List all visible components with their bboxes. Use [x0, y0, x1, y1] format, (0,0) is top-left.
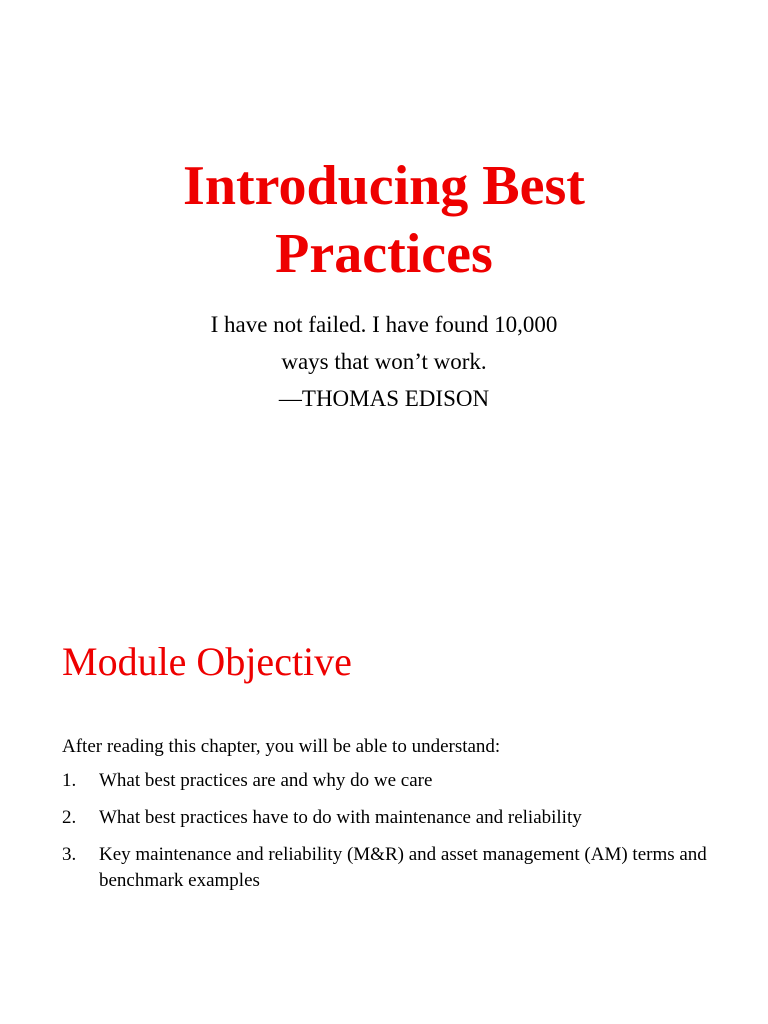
objectives-list [62, 768, 712, 905]
list-item-number: 3. [62, 844, 77, 865]
list-item-text: Key maintenance and reliability (M&R) and asset management (AM) terms and benchmark examples [99, 844, 707, 891]
section-heading: Module Objective [62, 639, 352, 684]
list-item-text: What best practices have to do with maintenance and reliability [99, 807, 582, 828]
chapter-title-line-1: Introducing Best [183, 155, 585, 217]
list-item [62, 842, 712, 894]
list-item-number: 2. [62, 807, 77, 828]
objectives-intro: After reading this chapter, you will be able to understand: [62, 736, 501, 757]
list-item [62, 805, 712, 831]
list-item-number: 1. [62, 770, 77, 791]
epigraph-line-1: I have not failed. I have found 10,000 [210, 312, 558, 337]
epigraph-attribution: —THOMAS EDISON [278, 386, 490, 411]
epigraph-quote [0, 306, 768, 417]
chapter-title [0, 152, 768, 288]
chapter-title-line-2: Practices [275, 223, 493, 285]
epigraph-line-2: ways that won’t work. [281, 349, 487, 374]
list-item [62, 768, 712, 794]
list-item-text: What best practices are and why do we care [99, 770, 433, 791]
